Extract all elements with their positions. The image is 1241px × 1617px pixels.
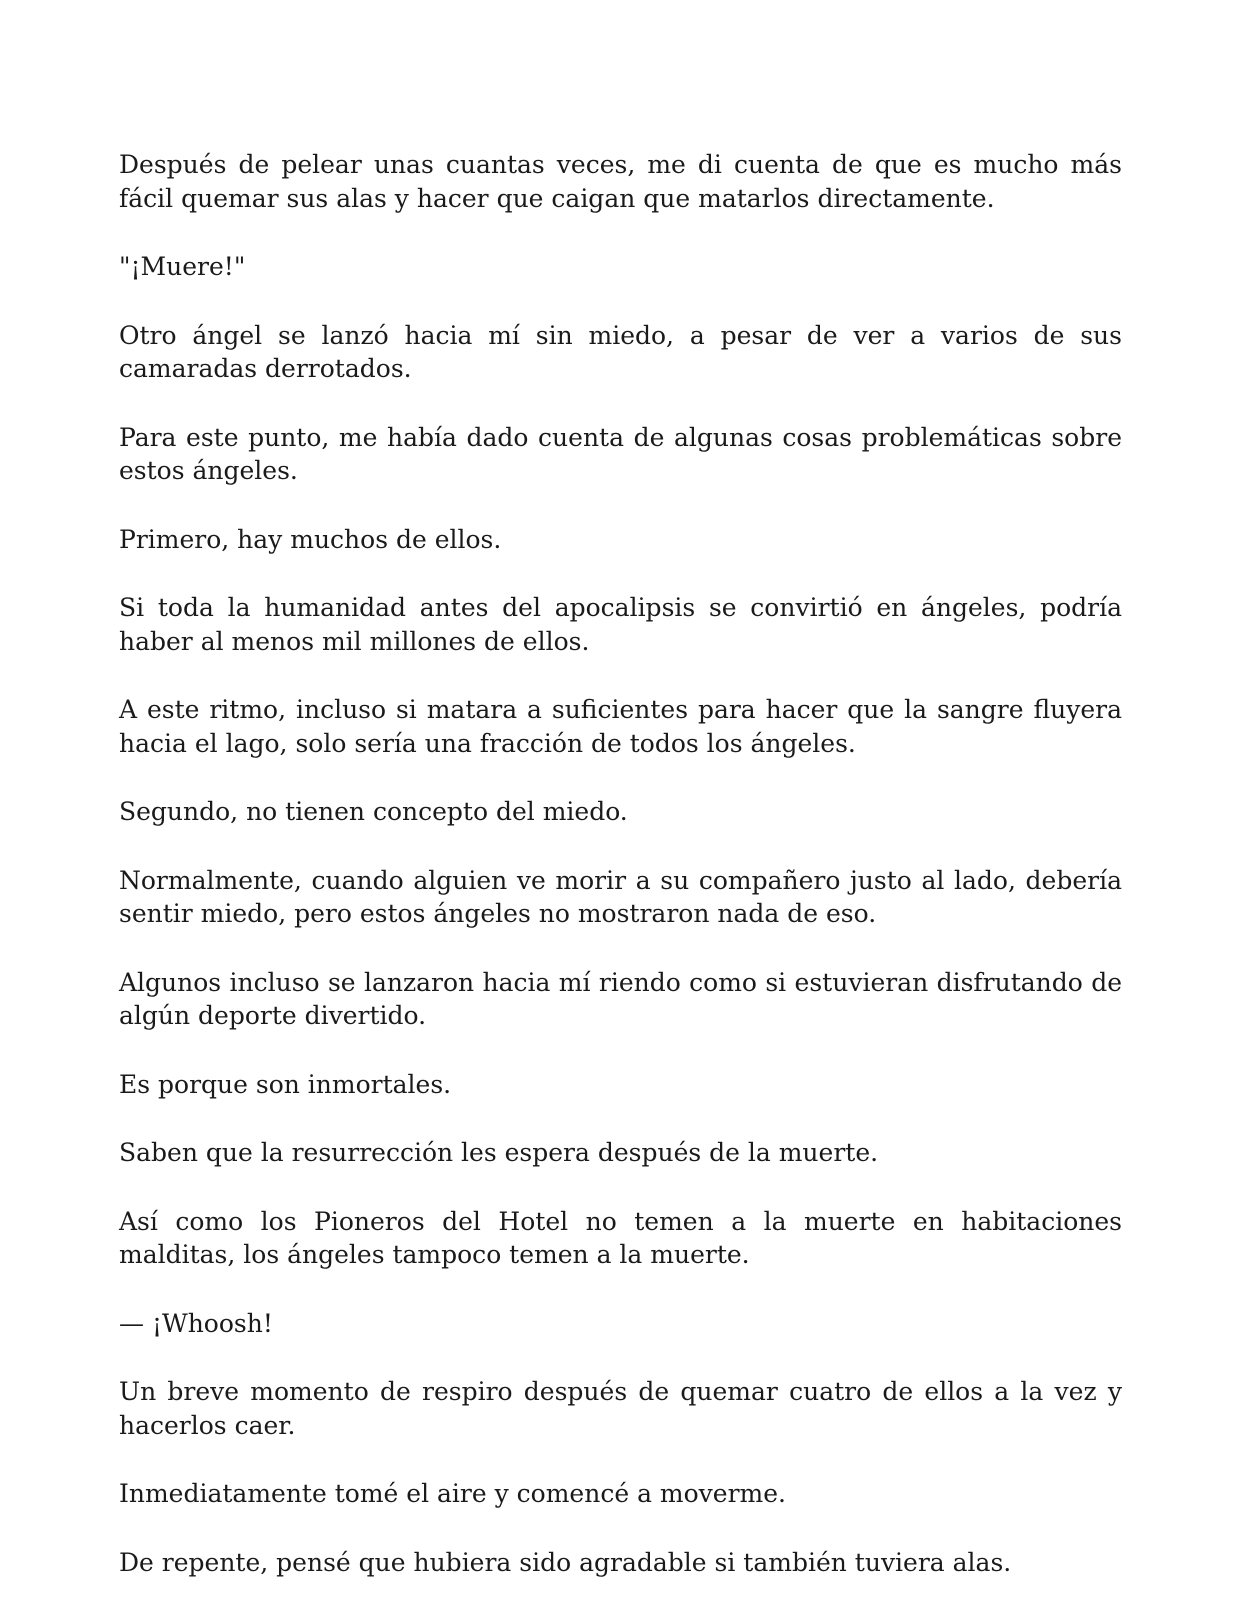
paragraph-1: Después de pelear unas cuantas veces, me di cuenta de que es mucho más fácil quemar sus alas y hacer que caigan que matarlos directamente. — [119, 150, 1122, 213]
document-body — [119, 148, 1122, 1614]
paragraph-17: De repente, pensé que hubiera sido agradable si también tuviera alas. — [119, 1547, 1012, 1577]
paragraph-16: Inmediatamente tomé el aire y comencé a moverme. — [119, 1479, 786, 1508]
paragraph-15: Un breve momento de respiro después de quemar cuatro de ellos a la vez y hacerlos caer. — [119, 1377, 1122, 1440]
paragraph-11: Es porque son inmortales. — [119, 1069, 452, 1099]
paragraph-5: Primero, hay muchos de ellos. — [119, 524, 502, 554]
paragraph-6: Si toda la humanidad antes del apocalipsis se convirtió en ángeles, podría haber al menos mil millones de ellos. — [119, 593, 1122, 656]
paragraph-10: Algunos incluso se lanzaron hacia mí riendo como si estuvieran disfrutando de algún deporte divertido. — [119, 967, 1122, 1030]
paragraph-12: Saben que la resurrección les espera después de la muerte. — [119, 1138, 879, 1167]
paragraph-4: Para este punto, me había dado cuenta de algunas cosas problemáticas sobre estos ángeles. — [119, 422, 1122, 485]
paragraph-9: Normalmente, cuando alguien ve morir a su compañero justo al lado, debería sentir miedo, pero estos ángeles no mostraron nada de eso. — [119, 865, 1122, 928]
paragraph-8: Segundo, no tienen concepto del miedo. — [119, 797, 628, 826]
paragraph-3: Otro ángel se lanzó hacia mí sin miedo, a pesar de ver a varios de sus camaradas derrotados. — [119, 320, 1122, 383]
paragraph-13: Así como los Pioneros del Hotel no temen a la muerte en habitaciones malditas, los ángeles tampoco temen a la muerte. — [119, 1206, 1122, 1269]
paragraph-7: A este ritmo, incluso si matara a suficientes para hacer que la sangre fluyera hacia el lago, solo sería una fracción de todos los ángeles. — [119, 695, 1122, 758]
paragraph-14: — ¡Whoosh! — [119, 1308, 273, 1338]
paragraph-2: "¡Muere!" — [119, 252, 246, 281]
